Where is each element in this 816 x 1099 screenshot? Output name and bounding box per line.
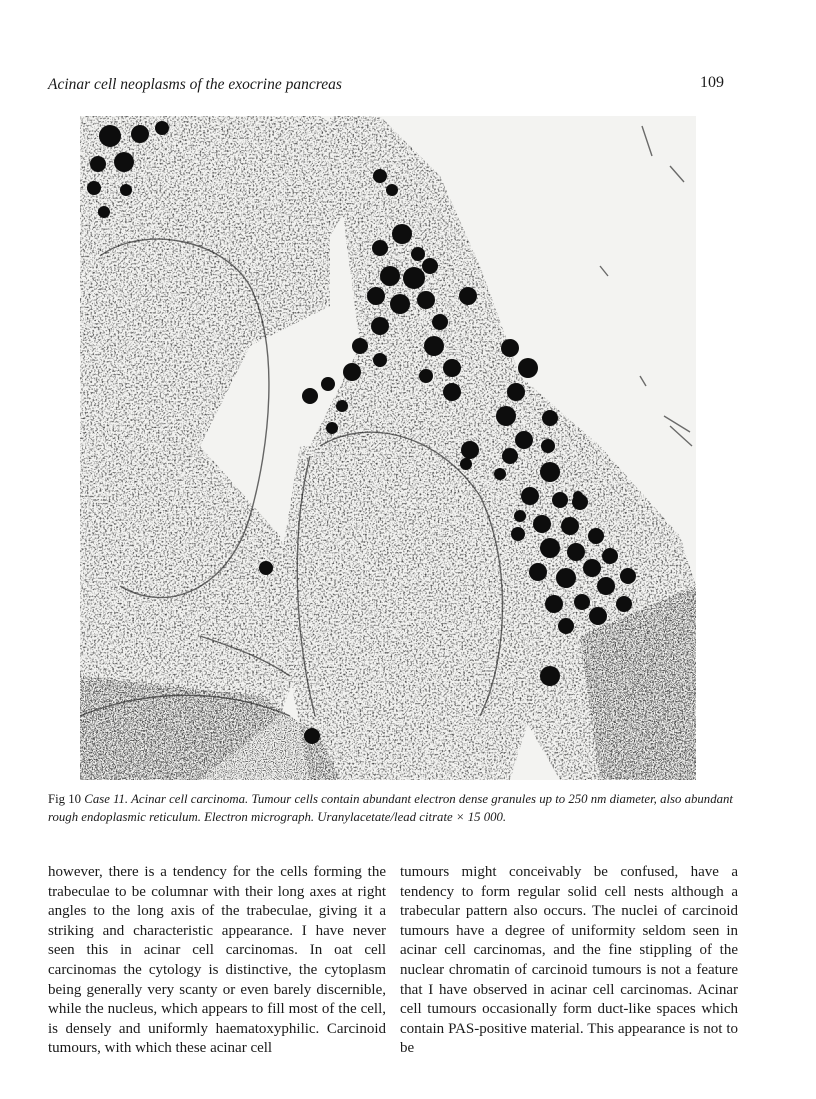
figure-caption-text: Case 11. Acinar cell carcinoma. Tumour cells contain abundant electron dense granules up to 250 nm diameter, also abundant rough endoplasmic reticulum. Electron micrograph. Uranylacetate/lead citrate × 15 000. <box>48 792 733 824</box>
figure-caption <box>48 790 748 826</box>
figure-label: Fig 10 <box>48 792 82 806</box>
running-head: Acinar cell neoplasms of the exocrine pancreas <box>48 76 342 93</box>
body-text-left-column: however, there is a tendency for the cells forming the trabeculae to be columnar with their long axes at right angles to the long axis of the trabeculae, giving it a striking and characteristic appearance. I have never seen this in acinar cell carcinomas. In oat cell carcinomas the cytology is distinctive, the cytoplasm being generally very scanty or even barely discernible, while the nucleus, which appears to fill most of the cell, is densely and uniformly haematoxyphilic. Carcinoid tumours, with which these acinar cell <box>48 864 386 1057</box>
body-text-right-column: tumours might conceivably be confused, have a tendency to form regular solid cell nests although a trabecular pattern also occurs. The nuclei of carcinoid tumours have a degree of uniformity seldom seen in acinar cell carcinomas, and the fine stippling of the nuclear chromatin of carcinoid tumours is not a feature that I have observed in acinar cell carcinomas. Acinar cell tumours occasionally form duct-like spaces which contain PAS-positive material. This appearance is not to be <box>400 864 738 1057</box>
page-number: 109 <box>700 74 724 91</box>
electron-micrograph <box>80 116 696 780</box>
